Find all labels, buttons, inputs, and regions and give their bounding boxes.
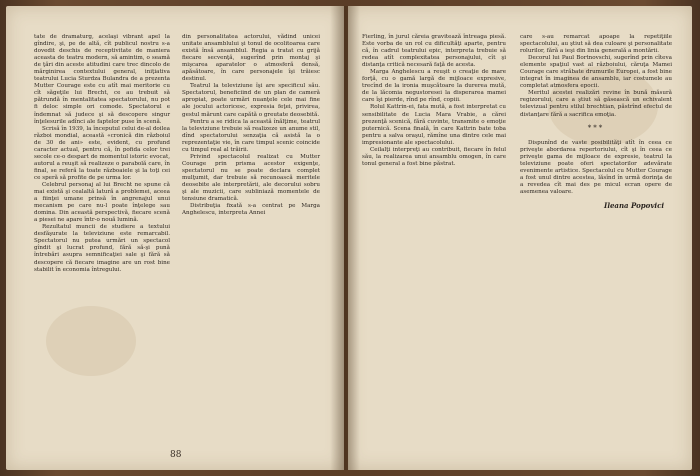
paragraph: Distribuţia fixată s-a centrat pe Marga Anghelescu, interpreta Annei bbox=[182, 203, 320, 217]
paragraph: Meritul acestei realizări revine în bună măsură regizorului, care a ştiut să găsească un echivalent televizual pentru stilul brechtian, păstrînd efectul de distanţare fără a sacrifica emoţia. bbox=[520, 90, 672, 118]
paragraph: Celebrul personaj al lui Brecht ne spune că mai există şi cealaltă latură a problemei, aceea a fiinţei umane prinsă în angrenajul unui mecanism pe care nu-l poate înţelege sau domina. Din această perspectivă, fiecare scenă a piesei ne apare într-o nouă lumină. bbox=[34, 181, 170, 224]
paragraph: tate de dramaturg, acelaşi vibrant apel la gîndire, şi, pe de altă, cît publicul nostru s-a dovedit deschis de receptivitate de maniera aceasta de teatru modern, să amintim, o seamă de ţări din aceste atitudini care trec dincolo de mărginirea contextului general, iniţiativa teatrului Lucia Sturdza Bulandra de a prezenta Mutter Courage este cu atît mai meritorie cu cît săgeţile lui Brecht, ce au trebuit să pătrundă în mentalitatea spectatorului, nu pot fi deloc simple ori comode. Spectatorul e îndemnat să judece şi să descopere singur înţelesurile adînci ale faptelor puse în scenă. bbox=[34, 34, 170, 125]
right-column-2 bbox=[520, 34, 672, 209]
paragraph: Scrisă în 1939, la începutul celui de-al doilea război mondial, această «cronică din războiul de 30 de ani» este, evident, cu profund caracter actual, pentru că, în pofida celor trei secole ce-o despart de momentul istoric evocat, autorul a reuşit să realizeze o parabolă care, în final, se referă la toate războaiele şi la toţi cei ce speră să profite de pe urma lor. bbox=[34, 125, 170, 181]
paragraph: din personalitatea actorului, vădind unicei unitate ansamblului şi tonul de ocolitoarea care există însă ansamblul. Regia a tratat cu grijă fiecare secvenţă, sugerînd prin montaj şi mişcarea aparatelor o atmosferă densă, apăsătoare, în care personajele îşi trăiesc destinul. bbox=[182, 34, 320, 83]
left-page bbox=[6, 6, 344, 470]
paragraph: Pentru a se ridica la această înălţime, teatrul la televiziune trebuie să realizeze un anume stil, dînd spectatorului senzaţia că asistă la o reprezentaţie vie, în care timpul scenic coincide cu timpul real al trăirii. bbox=[182, 118, 320, 153]
section-separator: *** bbox=[587, 123, 605, 132]
paragraph: Ceilalţi interpreţi au contribuit, fiecare în felul său, la realizarea unui ansamblu omogen, în care tonul general a fost bine păstrat. bbox=[362, 146, 506, 167]
paragraph: Dispunînd de vaste posibilităţi atît în ceea ce priveşte abordarea repertoriului, cît şi în ceea ce priveşte gama de mijloace de expresie, teatrul la televiziune poate oferi spectatorilor adevărate evenimente artistice. Spectacolul cu Mutter Courage a fost unul dintre acestea, lăsînd în urmă dorinţa de a revedea cît mai des pe micul ecran opere de asemenea valoare. bbox=[520, 139, 672, 195]
author-signature: Ileana Popovici bbox=[604, 200, 664, 210]
paragraph: Teatrul la televiziune îşi are specificul său. Spectatorul, beneficiind de un plan de cameră apropiat, poate urmări nuanţele cele mai fine ale jocului actoricesc, expresia feţei, privirea, gestul mărunt care capătă o greutate deosebită. bbox=[182, 83, 320, 118]
paragraph: Privind spectacolul realizat cu Mutter Courage prin prisma acestor exigenţe, spectatorul nu se poate declara complet mulţumit, dar trebuie să recunoască meritele deosebite ale interpretării, ale decorului sobru şi ale muzicii, care subliniază momentele de tensiune dramatică. bbox=[182, 153, 320, 203]
left-column-1 bbox=[34, 34, 170, 274]
left-column-2 bbox=[182, 34, 320, 217]
page-number: 88 bbox=[170, 450, 182, 460]
paragraph: Fierling, în jurul căreia gravitează întreaga piesă. Este vorba de un rol cu dificultăţi aparte, pentru că, în cadrul teatrului epic, interpreta trebuie să redea atît complexitatea personajului, cît şi distanţa critică necesară faţă de acesta. bbox=[362, 34, 506, 69]
paragraph: Rolul Kattrin-ei, fata mută, a fost interpretat cu sensibilitate de Lucia Mara Vrabie, a cărei prezenţă scenică, fără cuvinte, transmite o emoţie puternică. Scena finală, în care Kattrin bate toba pentru a salva oraşul, rămîne una dintre cele mai impresionante ale spectacolului. bbox=[362, 104, 506, 146]
paragraph: Rezultatul muncii de studiere a textului desfăşurate la televiziune este remarcabil. Spectatorul nu putea urmări un spectacol gîndit şi lucrat profund, fără să-şi pună întrebări asupra semnificaţiei sale şi fără să descopere că fiecare imagine are un rost bine stabilit în economia întregului. bbox=[34, 224, 170, 273]
paragraph: Decorul lui Paul Bortnovschi, sugerînd prin cîteva elemente spaţiul vast al războiului, căruţa Mamei Courage care străbate drumurile Europei, a fost bine integrat în imaginea de ansamblu, iar costumele au completat atmosfera epocii. bbox=[520, 55, 672, 90]
paragraph: Marga Anghelescu a reuşit o creaţie de mare forţă, cu o gamă largă de mijloace expresive, trecînd de la ironia muşcătoare la durerea mută, de la lăcomia negustoresei la disperarea mamei care îşi pierde, rînd pe rînd, copiii. bbox=[362, 69, 506, 104]
right-page bbox=[348, 6, 692, 470]
paragraph: care s-au remarcat apoape la repetiţiile spectacolului, au ştiut să dea culoare şi personalitate rolurilor, fără a ieşi din linia generală a montării. bbox=[520, 34, 672, 55]
page-stain bbox=[46, 306, 136, 376]
right-column-1 bbox=[362, 34, 506, 168]
